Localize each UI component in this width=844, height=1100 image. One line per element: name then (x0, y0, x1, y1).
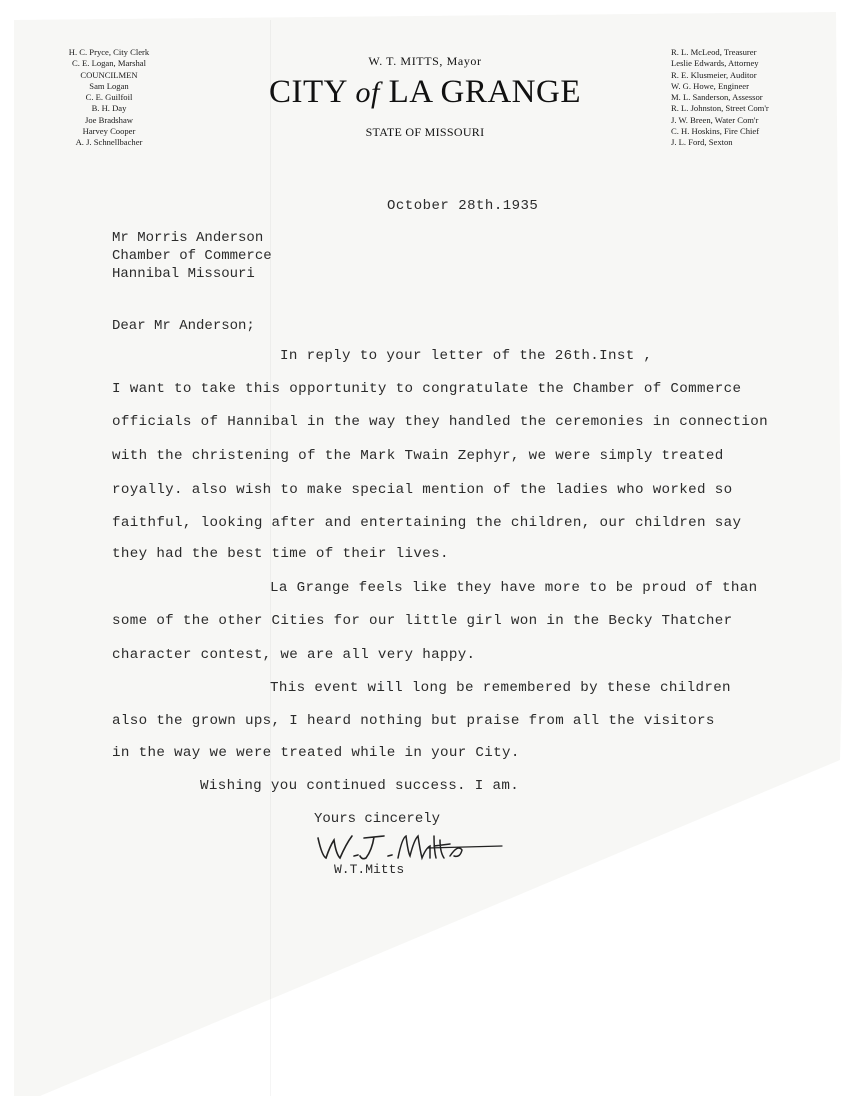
official-entry: M. L. Sanderson, Assessor (671, 92, 763, 103)
letter-date: October 28th.1935 (387, 198, 539, 214)
body-line: In reply to your letter of the 26th.Inst , (280, 348, 653, 364)
city-title-of: of (355, 76, 380, 109)
councilman-entry: A. J. Schnellbacher (75, 137, 143, 148)
letterhead-state: STATE OF MISSOURI (365, 125, 485, 139)
address-line: Chamber of Commerce (112, 248, 272, 264)
body-line: La Grange feels like they have more to be proud of than (270, 580, 758, 596)
city-title-part2: LA GRANGE (379, 74, 582, 110)
councilman-entry: Harvey Cooper (82, 126, 136, 137)
body-line: royally. also wish to make special mention of the ladies who worked so (112, 482, 733, 498)
body-line: faithful, looking after and entertaining the children, our children say (112, 515, 742, 531)
body-line: character contest, we are all very happy. (112, 647, 476, 663)
body-line: Wishing you continued success. I am. (200, 778, 520, 794)
official-entry: R. L. Johnston, Street Com'r (671, 103, 769, 114)
body-line: with the christening of the Mark Twain Zephyr, we were simply treated (112, 448, 724, 464)
official-entry: C. E. Logan, Marshal (72, 58, 146, 69)
councilman-entry: C. E. Guilfoil (85, 92, 133, 103)
official-entry: W. G. Howe, Engineer (671, 80, 749, 91)
councilman-entry: Joe Bradshaw (85, 114, 133, 125)
official-entry: Leslie Edwards, Attorney (671, 58, 759, 69)
body-line: some of the other Cities for our little girl won in the Becky Thatcher (112, 613, 733, 629)
official-entry: H. C. Pryce, City Clerk (68, 47, 150, 57)
body-line: I want to take this opportunity to congratulate the Chamber of Commerce (112, 381, 742, 397)
handwritten-signature (310, 826, 510, 866)
body-line: also the grown ups, I heard nothing but praise from all the visitors (112, 713, 715, 729)
official-entry: R. E. Klusmeier, Auditor (671, 69, 757, 80)
body-line: in the way we were treated while in your City. (112, 745, 520, 761)
address-line: Mr Morris Anderson (112, 230, 264, 246)
letterhead-officials-left (44, 47, 174, 149)
councilmen-heading: COUNCILMEN (80, 69, 138, 80)
letterhead-officials-right (671, 47, 801, 149)
official-entry: R. L. McLeod, Treasurer (671, 47, 757, 57)
address-line: Hannibal Missouri (112, 266, 255, 282)
official-entry: J. W. Breen, Water Com'r (671, 114, 759, 125)
body-line: they had the best time of their lives. (112, 546, 449, 562)
complimentary-closing: Yours cincerely (314, 811, 441, 827)
letterhead-city-title (230, 74, 620, 111)
official-entry: J. L. Ford, Sexton (671, 137, 733, 148)
recipient-address (112, 229, 272, 283)
letterhead-mayor: W. T. MITTS, Mayor (368, 54, 482, 68)
city-title-part1: CITY (268, 74, 356, 110)
official-entry: C. H. Hoskins, Fire Chief (671, 126, 760, 137)
councilman-entry: B. H. Day (91, 103, 127, 114)
signer-name: W.T.Mitts (334, 862, 405, 877)
salutation: Dear Mr Anderson; (112, 318, 255, 334)
body-line: This event will long be remembered by these children (270, 680, 731, 696)
body-line: officials of Hannibal in the way they handled the ceremonies in connection (112, 414, 768, 430)
councilman-entry: Sam Logan (89, 80, 129, 91)
